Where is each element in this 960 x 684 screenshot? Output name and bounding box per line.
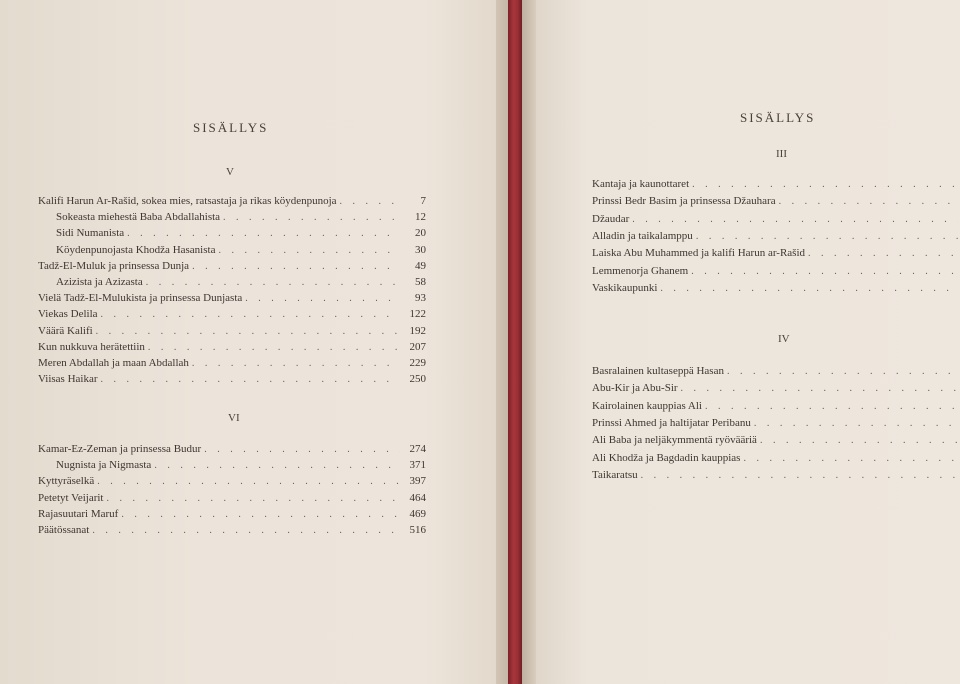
toc-entry-page-number: 250 — [409, 373, 426, 386]
toc-entry-title: Lemmenorja Ghanem — [592, 264, 689, 277]
toc-entry-title: Basralainen kultaseppä Hasan — [592, 365, 724, 377]
toc-entry-title: Sidi Numanista — [56, 227, 125, 240]
dot-leader — [96, 324, 400, 339]
dot-leader — [127, 226, 400, 241]
dot-leader — [808, 246, 958, 261]
toc-entry-page-number: 93 — [415, 292, 426, 305]
toc-entry-title: Kantaja ja kaunottaret — [592, 178, 690, 190]
toc-entry-title: Kamar-Ez-Zeman ja prinsessa Budur — [38, 443, 202, 455]
toc-entry — [38, 194, 426, 209]
toc-entry — [38, 442, 426, 457]
dot-leader — [779, 194, 958, 209]
toc-entry — [592, 177, 958, 192]
dot-leader — [340, 194, 400, 209]
toc-entry — [592, 381, 958, 396]
toc-entry-title: Vaskikaupunki — [592, 281, 658, 294]
dot-leader — [705, 399, 958, 414]
toc-entry-title: Viekas Delila — [38, 308, 98, 321]
toc-entry — [38, 291, 426, 306]
toc-entry-page-number: 20 — [415, 227, 426, 240]
toc-entry-page-number: 122 — [409, 308, 426, 321]
dot-leader — [154, 458, 400, 473]
toc-entry-title: Kyttyräselkä — [38, 475, 95, 488]
right-page-heading: SISÄLLYS — [740, 110, 816, 125]
toc-entry-page-number: 49 — [415, 259, 426, 272]
toc-entry — [38, 507, 426, 522]
dot-leader — [727, 364, 958, 379]
toc-entry — [56, 243, 426, 258]
toc-entry-title: Azizista ja Azizasta — [56, 276, 143, 288]
toc-entry — [592, 364, 958, 379]
toc-entry — [38, 491, 426, 506]
toc-entry-title: Džaudar — [592, 212, 630, 225]
toc-entry-page-number: 464 — [409, 491, 426, 504]
dot-leader — [692, 177, 958, 192]
dot-leader — [743, 451, 958, 466]
toc-entry-title: Päätössanat — [38, 524, 90, 536]
toc-entry — [38, 523, 426, 538]
toc-entry — [592, 416, 958, 431]
dot-leader — [696, 229, 958, 244]
toc-entry — [38, 474, 426, 489]
toc-entry-page-number: 516 — [409, 524, 426, 536]
right-page — [536, 0, 960, 684]
section-number-iv: IV — [778, 333, 790, 345]
toc-entry-title: Prinssi Bedr Basim ja prinsessa Džauhara — [592, 195, 776, 208]
toc-entry — [592, 281, 958, 296]
dot-leader — [754, 416, 958, 431]
toc-entry-title: Tadž-El-Muluk ja prinsessa Dunja — [38, 259, 190, 272]
dot-leader — [760, 433, 958, 448]
toc-entry-title: Sokeasta miehestä Baba Abdallahista — [56, 211, 221, 224]
dot-leader — [223, 210, 400, 225]
toc-entry — [56, 226, 426, 241]
toc-entry-title: Nugnista ja Nigmasta — [56, 459, 152, 472]
toc-entry-title: Taikaratsu — [592, 468, 638, 481]
toc-entry-page-number: 371 — [409, 459, 426, 472]
toc-entry-title: Prinssi Ahmed ja haltijatar Peribanu — [592, 416, 751, 429]
toc-entry-title: Ali Khodža ja Bagdadin kauppias — [592, 451, 741, 464]
toc-entry — [38, 324, 426, 339]
dot-leader — [204, 442, 400, 457]
toc-entry — [38, 340, 426, 355]
dot-leader — [97, 474, 400, 489]
toc-entry-page-number: 192 — [409, 324, 426, 337]
toc-entry — [56, 458, 426, 473]
toc-entry-title: Kairolainen kauppias Ali — [592, 399, 702, 412]
toc-entry-title: Väärä Kalifi — [38, 324, 93, 337]
toc-entry-title: Petetyt Veijarit — [38, 491, 104, 504]
toc-entry-page-number: 274 — [409, 443, 426, 455]
toc-entry — [38, 372, 426, 387]
toc-entry-title: Ali Baba ja neljäkymmentä ryövääriä — [592, 434, 757, 447]
toc-entry — [38, 259, 426, 274]
section-number-iii: III — [776, 148, 787, 160]
toc-entry — [592, 194, 958, 209]
book-spine — [508, 0, 522, 684]
section-number-vi: VI — [228, 412, 240, 424]
dot-leader — [101, 307, 400, 322]
toc-entry-title: Köydenpunojasta Khodža Hasanista — [56, 243, 216, 256]
toc-entry-page-number: 58 — [415, 276, 426, 288]
dot-leader — [146, 275, 400, 290]
toc-entry-page-number: 7 — [420, 195, 426, 207]
dot-leader — [641, 468, 958, 483]
dot-leader — [148, 340, 400, 355]
dot-leader — [681, 381, 958, 396]
toc-entry-title: Vielä Tadž-El-Mulukista ja prinsessa Dunjasta — [38, 292, 243, 305]
toc-entry — [592, 468, 958, 483]
dot-leader — [121, 507, 400, 522]
dot-leader — [632, 212, 958, 227]
toc-entry — [38, 307, 426, 322]
toc-entry — [592, 433, 958, 448]
dot-leader — [691, 264, 958, 279]
dot-leader — [218, 243, 400, 258]
toc-entry-title: Laiska Abu Muhammed ja kalifi Harun ar-Rašid — [592, 247, 806, 260]
dot-leader — [245, 291, 400, 306]
toc-entry-page-number: 469 — [409, 507, 426, 520]
toc-entry — [592, 246, 958, 261]
toc-entry-page-number: 30 — [415, 243, 426, 256]
toc-entry — [56, 275, 426, 290]
toc-entry-title: Abu-Kir ja Abu-Sir — [592, 382, 678, 395]
toc-entry-page-number: 229 — [409, 357, 426, 369]
left-page-heading: SISÄLLYS — [193, 120, 269, 135]
toc-entry-page-number: 397 — [409, 475, 426, 488]
toc-entry — [592, 451, 958, 466]
toc-entry-title: Viisas Haikar — [38, 373, 98, 386]
section-number-v: V — [226, 166, 234, 178]
dot-leader — [106, 491, 400, 506]
toc-entry — [592, 264, 958, 279]
toc-entry-title: Kalifi Harun Ar-Rašid, sokea mies, ratsastaja ja rikas köydenpunoja — [38, 195, 337, 207]
toc-entry-title: Meren Abdallah ja maan Abdallah — [38, 357, 189, 369]
toc-entry-title: Kun nukkuva herätettiin — [38, 340, 145, 353]
dot-leader — [192, 356, 400, 371]
toc-entry-page-number: 12 — [415, 211, 426, 224]
toc-entry-page-number: 207 — [409, 340, 426, 353]
toc-entry — [38, 356, 426, 371]
dot-leader — [192, 259, 400, 274]
toc-entry — [592, 399, 958, 414]
toc-entry-title: Alladin ja taikalamppu — [592, 229, 693, 242]
toc-entry — [56, 210, 426, 225]
dot-leader — [660, 281, 958, 296]
gutter-shadow-right — [522, 0, 536, 684]
dot-leader — [101, 372, 400, 387]
dot-leader — [92, 523, 400, 538]
toc-entry — [592, 212, 958, 227]
toc-entry — [592, 229, 958, 244]
toc-entry-title: Rajasuutari Maruf — [38, 507, 119, 520]
